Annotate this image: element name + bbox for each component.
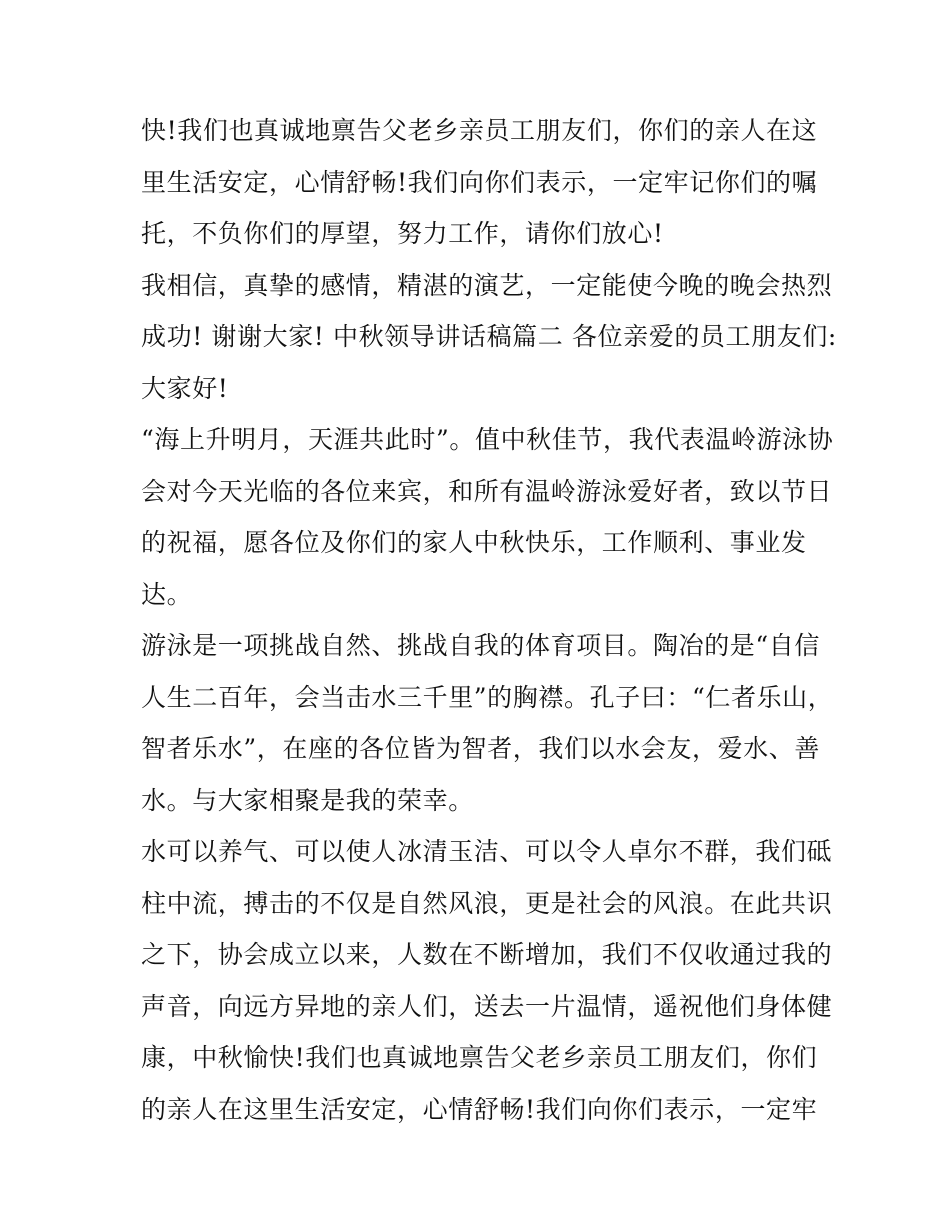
text-line: 成功! 谢谢大家! 中秋领导讲话稿篇二 各位亲爱的员工朋友们: <box>141 322 837 351</box>
text-line: 柱中流，搏击的不仅是自然风浪，更是社会的风浪。在此共识 <box>141 888 833 918</box>
speech-text-block <box>141 105 837 1135</box>
text-line: 水。与大家相聚是我的荣幸。 <box>141 785 474 815</box>
text-line: 会对今天光临的各位来宾，和所有温岭游泳爱好者，致以节日 <box>141 476 833 506</box>
text-line: 康，中秋愉快!我们也真诚地禀告父老乡亲员工朋友们，你们 <box>141 1043 818 1072</box>
text-line: “海上升明月，天涯共此时”。值中秋佳节，我代表温岭游泳协 <box>141 425 834 454</box>
text-line: 里生活安定，心情舒畅!我们向你们表示，一定牢记你们的嘱 <box>141 167 818 197</box>
text-line: 达。 <box>141 579 193 609</box>
text-line: 游泳是一项挑战自然、挑战自我的体育项目。陶冶的是“自信 <box>141 631 820 660</box>
text-line: 水可以养气、可以使人冰清玉洁、可以令人卓尔不群，我们砥 <box>141 837 833 866</box>
text-line: 智者乐水”，在座的各位皆为智者，我们以水会友，爱水、善 <box>141 734 820 763</box>
text-line: 人生二百年，会当击水三千里”的胸襟。孔子曰：“仁者乐山， <box>141 682 834 712</box>
text-line: 托，不负你们的厚望，努力工作，请你们放心! <box>141 219 664 248</box>
text-line: 的亲人在这里生活安定，心情舒畅!我们向你们表示，一定牢 <box>141 1094 818 1124</box>
text-line: 大家好! <box>141 373 229 403</box>
text-line: 的祝福，愿各位及你们的家人中秋快乐，工作顺利、事业发 <box>141 528 807 557</box>
text-line: 声音，向远方异地的亲人们，送去一片温情，遥祝他们身体健 <box>141 991 833 1021</box>
text-line: 我相信，真挚的感情，精湛的演艺，一定能使今晚的晚会热烈 <box>141 270 833 300</box>
text-line: 之下，协会成立以来，人数在不断增加，我们不仅收通过我的 <box>141 940 833 969</box>
text-line: 快!我们也真诚地禀告父老乡亲员工朋友们，你们的亲人在这 <box>141 116 818 145</box>
